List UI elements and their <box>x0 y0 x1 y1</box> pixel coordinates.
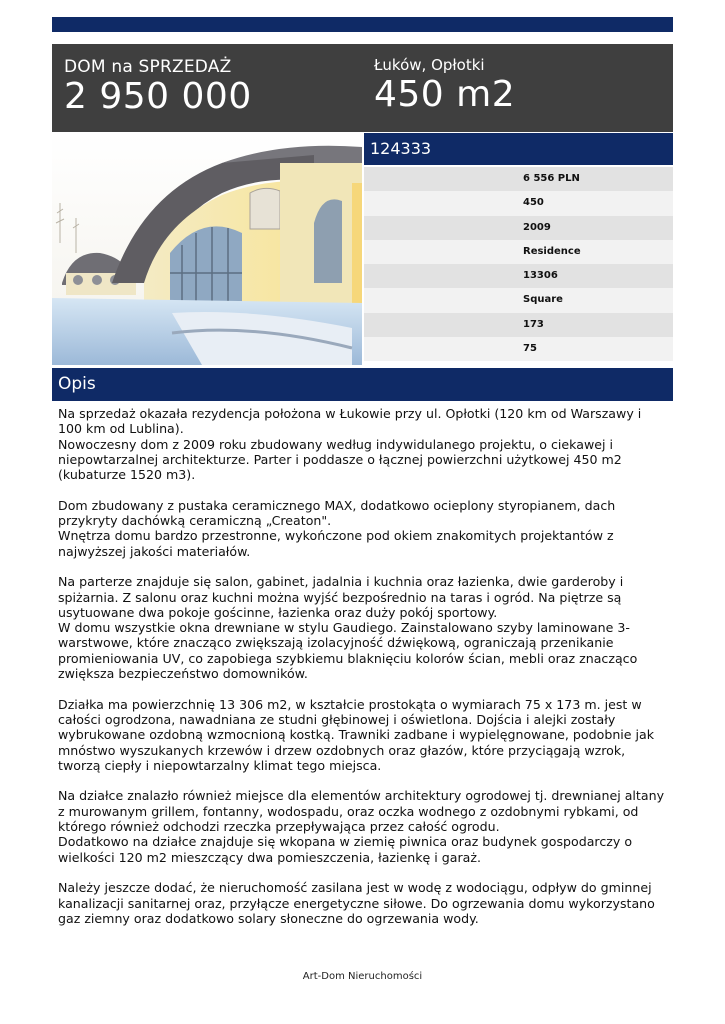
description-paragraph: Dom zbudowany z pustaka ceramicznego MAX, dodatkowo ocieplony styropianem, dach przykryty dachówką ceramiczną „Creaton". Wnętrza domu bardzo przestronne, wykończone pod okiem znakomitych projektantów z najwyższej jakości materiałów. <box>58 497 616 559</box>
price: 2 950 000 <box>64 76 252 117</box>
spec-row <box>364 216 673 240</box>
spec-value: 6 556 PLN <box>523 173 580 184</box>
property-type: DOM na SPRZEDAŻ <box>64 57 232 77</box>
spec-value: Residence <box>523 245 581 257</box>
spec-value: 75 <box>523 343 537 355</box>
description <box>58 406 668 941</box>
spec-row <box>364 191 673 215</box>
spec-row <box>364 313 673 337</box>
specs-table <box>364 167 673 361</box>
spec-value: 13306 <box>523 270 558 282</box>
spec-value: Square <box>523 294 563 306</box>
description-paragraph: Na sprzedaż okazała rezydencja położona w Łukowie przy ul. Opłotki (120 km od Warszawy i 100 km od Lublina). Nowoczesny dom z 2009 roku zbudowany według indywidulanego projektu, o ciekawej i niepowtarzalnej architekturze. Parter i poddasze o łącznej powierzchni użytkowej 450 m2 (kubaturze 1520 m3). <box>58 406 642 483</box>
listing-header <box>52 44 673 132</box>
listing-id: 124333 <box>364 133 673 165</box>
footer-agency: Art-Dom Nieruchomości <box>302 971 423 982</box>
section-title: Opis <box>52 368 673 401</box>
description-paragraph: Działka ma powierzchnię 13 306 m2, w kształcie prostokąta o wymiarach 75 x 173 m. jest w całości ogrodzona, nawadniana ze studni głębinowej i oświetlona. Dojścia i alejki zostały wybrukowane ozdobną wzmocnioną kostką. Trawniki zadbane i wypielęgnowane, podobnie jak mnóstwo wyszukanych krzewów i drzew ozdobnych oraz głazów, które przyciągają wzrok, tworzą ciepły i niepowtarzalny klimat tego miejsca. <box>58 696 655 773</box>
spec-row <box>364 167 673 191</box>
spec-row <box>364 240 673 264</box>
spec-value: 2009 <box>523 221 551 233</box>
spec-row <box>364 337 673 361</box>
spec-row <box>364 288 673 312</box>
area: 450 m2 <box>374 74 516 115</box>
spec-value: 173 <box>523 318 544 330</box>
spec-row <box>364 264 673 288</box>
location: Łuków, Opłotki <box>374 56 485 74</box>
description-paragraph: Na parterze znajduje się salon, gabinet, jadalnia i kuchnia oraz łazienka, dwie garderoby i spiżarnia. Z salonu oraz kuchni można wyjść bezpośrednio na taras i ogród. Na piętrze są usytuowane dwa pokoje gościnne, łazienka oraz duży pokój sportowy. W domu wszystkie okna drewniane w stylu Gaudiego. Zainstalowano szyby laminowane 3-warstwowe, które znacząco zwiększają izolacyjność dźwiękową, ograniczają przenikanie promieniowania UV, co zapobiega szybkiemu blaknięciu kolorów ścian, mebli oraz znacząco zwiększa bezpieczeństwo domowników. <box>58 574 638 682</box>
description-paragraph: Na działce znalazło również miejsce dla elementów architektury ogrodowej tj. drewnianej altany z murowanym grillem, fontanny, wodospadu, oraz oczka wodnego z ozdobnymi rybkami, od którego również odchodzi rzeczka przepływająca przez całość ogrodu. Dodatkowo na działce znajduje się wkopana w ziemię piwnica oraz budynek gospodarczy o wielkości 120 m2 mieszczący dwa pomieszczenia, łazienkę i garaż. <box>58 788 665 865</box>
top-accent-bar <box>52 17 673 32</box>
description-paragraph: Należy jeszcze dodać, że nieruchomość zasilana jest w wodę z wodociągu, odpływ do gminnej kanalizacji sanitarnej oraz, przyłącze energetyczne siłowe. Do ogrzewania domu wykorzystano gaz ziemny oraz dodatkowo solary słoneczne do ogrzewania wody. <box>58 880 655 926</box>
property-photo <box>52 133 362 365</box>
spec-value: 450 <box>523 197 544 209</box>
